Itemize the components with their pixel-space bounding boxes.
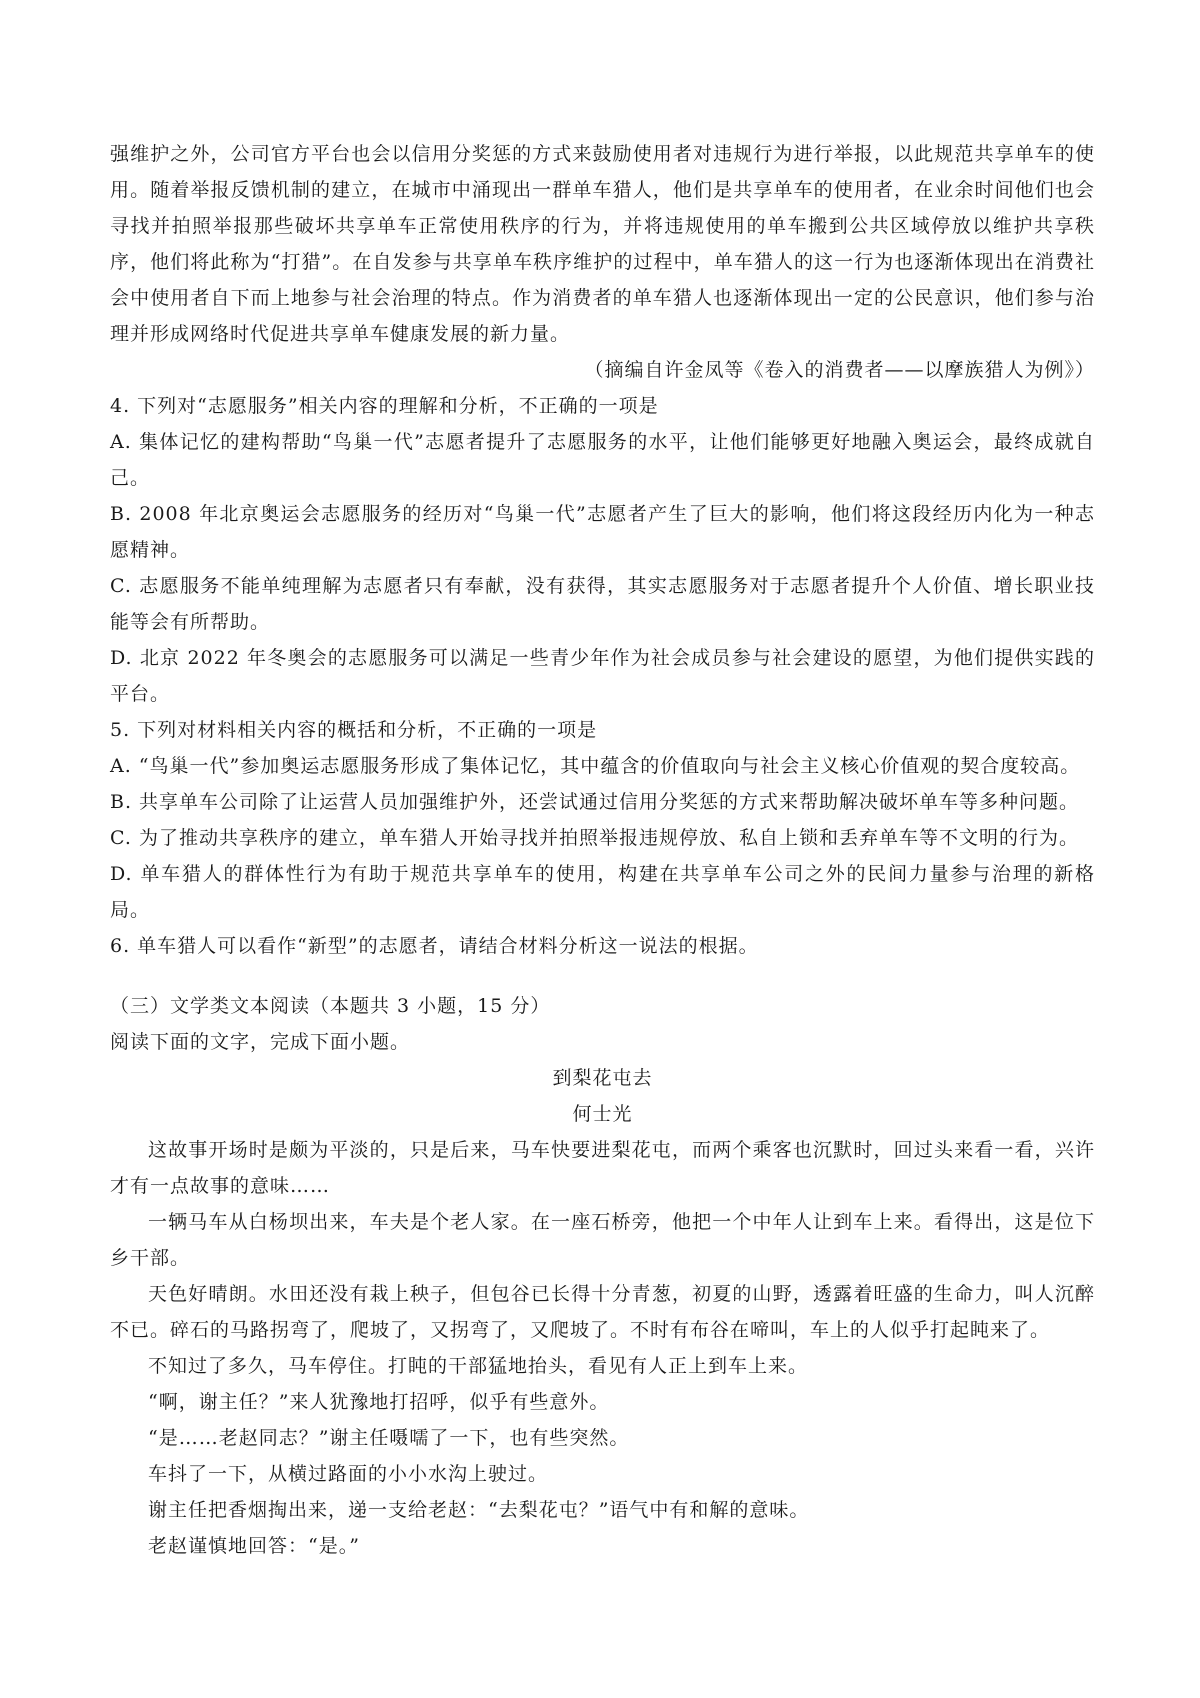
- option-a: A. 集体记忆的建构帮助“鸟巢一代”志愿者提升了志愿服务的水平，让他们能够更好地融入奥运会，最终成就自己。: [110, 431, 1095, 489]
- source-citation: （摘编自许金凤等《卷入的消费者——以摩族猎人为例》）: [584, 359, 1095, 381]
- question-stem: 6. 单车猎人可以看作“新型”的志愿者，请结合材料分析这一说法的根据。: [110, 935, 759, 957]
- story-paragraph: 这故事开场时是颇为平淡的，只是后来，马车快要进梨花屯，而两个乘客也沉默时，回过头来看一看，兴许才有一点故事的意味……: [110, 1139, 1095, 1197]
- option-d: D. 单车猎人的群体性行为有助于规范共享单车的使用，构建在共享单车公司之外的民间力量参与治理的新格局。: [110, 863, 1095, 921]
- section-gap: [110, 964, 1095, 988]
- section-heading: （三）文学类文本阅读（本题共 3 小题，15 分）: [110, 995, 551, 1017]
- story-paragraph: 谢主任把香烟掏出来，递一支给老赵：“去梨花屯？”语气中有和解的意味。: [148, 1499, 810, 1521]
- story-paragraph: 一辆马车从白杨坝出来，车夫是个老人家。在一座石桥旁，他把一个中年人让到车上来。看得出，这是位下乡干部。: [110, 1211, 1095, 1269]
- option-c: C. 为了推动共享秩序的建立，单车猎人开始寻找并拍照举报违规停放、私自上锁和丢弃单车等不文明的行为。: [110, 827, 1079, 849]
- question-6: [110, 928, 1095, 964]
- passage-continuation: 强维护之外，公司官方平台也会以信用分奖惩的方式来鼓励使用者对违规行为进行举报，以此规范共享单车的使用。随着举报反馈机制的建立，在城市中涌现出一群单车猎人，他们是共享单车的使用者，在业余时间他们也会寻找并拍照举报那些破坏共享单车正常使用秩序的行为，并将违规使用的单车搬到公共区域停放以维护共享秩序，他们将此称为“打猎”。在自发参与共享单车秩序维护的过程中，单车猎人的这一行为也逐渐体现出在消费社会中使用者自下而上地参与社会治理的特点。作为消费者的单车猎人也逐渐体现出一定的公民意识，他们参与治理并形成网络时代促进共享单车健康发展的新力量。: [110, 143, 1095, 345]
- document-page: [110, 136, 1095, 1564]
- question-5: [110, 712, 1095, 928]
- story-title: 到梨花屯去: [552, 1067, 653, 1089]
- option-a: A. “鸟巢一代”参加奥运志愿服务形成了集体记忆，其中蕴含的价值取向与社会主义核心价值观的契合度较高。: [110, 755, 1081, 777]
- section-literary-reading: [110, 988, 1095, 1564]
- story-author: 何士光: [572, 1103, 633, 1125]
- story-paragraph: 天色好晴朗。水田还没有栽上秧子，但包谷已长得十分青葱，初夏的山野，透露着旺盛的生命力，叫人沉醉不已。碎石的马路拐弯了，爬坡了，又拐弯了，又爬坡了。不时有布谷在啼叫，车上的人似乎打起盹来了。: [110, 1283, 1095, 1341]
- story-paragraph: 不知过了多久，马车停住。打盹的干部猛地抬头，看见有人正上到车上来。: [148, 1355, 809, 1377]
- section-instruction: 阅读下面的文字，完成下面小题。: [110, 1031, 411, 1053]
- story-paragraph: “是……老赵同志？”谢主任嗫嚅了一下，也有些突然。: [148, 1427, 630, 1449]
- story-paragraph: 老赵谨慎地回答：“是。”: [148, 1535, 360, 1557]
- question-stem: 5. 下列对材料相关内容的概括和分析，不正确的一项是: [110, 719, 598, 741]
- option-d: D. 北京 2022 年冬奥会的志愿服务可以满足一些青少年作为社会成员参与社会建设的愿望，为他们提供实践的平台。: [110, 647, 1095, 705]
- question-stem: 4. 下列对“志愿服务”相关内容的理解和分析，不正确的一项是: [110, 395, 659, 417]
- question-4: [110, 388, 1095, 712]
- story-paragraph: 车抖了一下，从横过路面的小小水沟上驶过。: [148, 1463, 549, 1485]
- option-b: B. 2008 年北京奥运会志愿服务的经历对“鸟巢一代”志愿者产生了巨大的影响，他们将这段经历内化为一种志愿精神。: [110, 503, 1095, 561]
- story-paragraph: “啊，谢主任？”来人犹豫地打招呼，似乎有些意外。: [148, 1391, 610, 1413]
- option-c: C. 志愿服务不能单纯理解为志愿者只有奉献，没有获得，其实志愿服务对于志愿者提升个人价值、增长职业技能等会有所帮助。: [110, 575, 1095, 633]
- option-b: B. 共享单车公司除了让运营人员加强维护外，还尝试通过信用分奖惩的方式来帮助解决破坏单车等多种问题。: [110, 791, 1080, 813]
